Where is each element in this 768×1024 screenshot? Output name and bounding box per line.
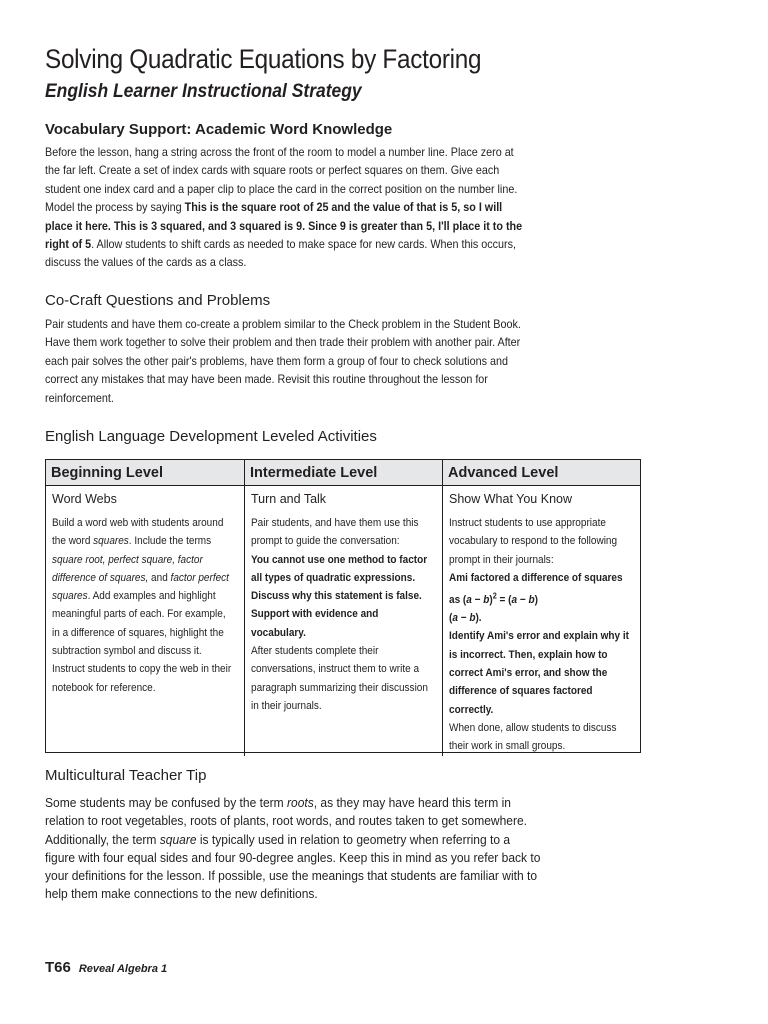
table-header-beginning: Beginning Level bbox=[46, 460, 244, 486]
vocab-section bbox=[45, 120, 567, 273]
tip-section bbox=[45, 766, 565, 904]
tip-text: Some students may be confused by the term roots, as they may have heard this term in relation to root vegetables, roots of plants, root words, and routes taken to get somewhere. Additionally, the term square is typically used in relation to geometry when referring to a figure with four equal sides and four 90-degree angles. Keep this in mind as you refer back to your definitions for the lesson. If possible, use the meanings that students are familiar with to help them make connections to the new definitions. bbox=[45, 796, 541, 902]
advanced-body: Instruct students to use appropriate vocabulary to respond to the following prompt in their journals: Ami factored a difference of squares as $(a - b)^2 = (a - b)$ (a − b). Identify Ami's error and explain why it is incorrect. Then, explain how to correct Ami's error, and show the difference of squares factored correctly. When done, allow students to discuss their work in small groups. bbox=[449, 517, 630, 753]
cocraft-heading: Co-Craft Questions and Problems bbox=[45, 292, 271, 309]
table-header-intermediate: Intermediate Level bbox=[244, 460, 442, 486]
intermediate-title: Turn and Talk bbox=[251, 492, 327, 506]
intermediate-body: Pair students, and have them use this prompt to guide the conversation: You cannot use one method to factor all types of quadratic expressions. Discuss why this statement is false. Support with evidence and vocabulary. After students complete their conversations, instruct them to write a paragraph summarizing their discussion in their journals. bbox=[251, 517, 428, 712]
eld-heading: English Language Development Leveled Activities bbox=[45, 428, 377, 445]
vocab-text bbox=[45, 144, 530, 273]
eld-section bbox=[45, 427, 377, 447]
cell-beginning bbox=[46, 486, 244, 756]
vocab-text-part: . Allow students to shift cards as needed to make space for new cards. When this occurs, discuss the values of the cards as a class. bbox=[45, 238, 517, 270]
page-footer bbox=[45, 959, 167, 977]
eld-table bbox=[45, 459, 641, 753]
vocab-text-part: Before the lesson, hang a string across the front of the room to model a number line. Place zero at the far left. Create a set of index cards with square roots or perfect squares on them. Give each student one index card and a paper clip to place the card in the correct position on the number line. Model the process by saying bbox=[45, 146, 518, 215]
cell-intermediate bbox=[244, 486, 442, 756]
vocab-text-bold: This is the square root of 25 and the value of that is 5, so I will place it here. This is 3 squared, and 3 squared is 9. Since 9 is greater than 5, I'll place it to the right of 5 bbox=[45, 201, 523, 252]
tip-heading: Multicultural Teacher Tip bbox=[45, 767, 207, 784]
book-title: Reveal Algebra 1 bbox=[78, 963, 168, 975]
table-header-advanced: Advanced Level bbox=[442, 460, 640, 486]
advanced-title: Show What You Know bbox=[449, 492, 572, 506]
beginning-body: Build a word web with students around the word squares. Include the terms square root, perfect square, factor difference of squares, and factor perfect squares. Add examples and highlight meaningful parts of each. For example, in a difference of squares, highlight the subtraction symbol and discuss it. Instruct students to copy the web in their notebook for reference. bbox=[52, 517, 232, 694]
page bbox=[45, 42, 645, 902]
cell-advanced bbox=[442, 486, 640, 756]
cocraft-text: Pair students and have them co-create a problem similar to the Check problem in the Student Book. Have them work together to solve their problem and then trade their problem with another pair. After each pair solves the other pair's problems, have them form a group of four to check solutions and correct any mistakes that may have been made. Revisit this routine throughout the lesson for reinforcement. bbox=[45, 318, 521, 405]
beginning-title: Word Webs bbox=[52, 492, 117, 506]
page-title: Solving Quadratic Equations by Factoring bbox=[45, 44, 482, 74]
page-number: T66 bbox=[45, 959, 71, 976]
vocab-heading: Vocabulary Support: Academic Word Knowledge bbox=[45, 121, 393, 138]
cocraft-section bbox=[45, 291, 567, 408]
page-subtitle: English Learner Instructional Strategy bbox=[45, 81, 362, 102]
